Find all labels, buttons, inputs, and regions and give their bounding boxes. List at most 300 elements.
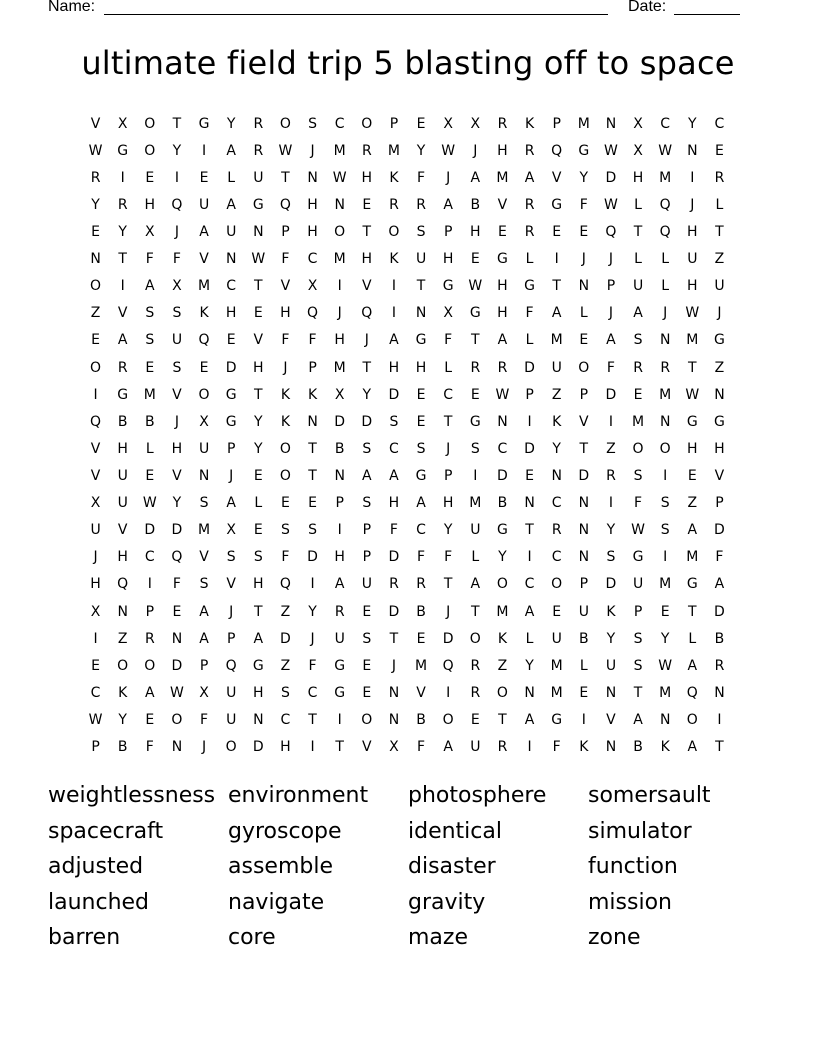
grid-letter: M (686, 332, 699, 349)
grid-letter: Y (118, 223, 127, 240)
word-list-item: launched (48, 889, 150, 915)
grid-letter: T (362, 359, 372, 376)
grid-letter: O (551, 576, 563, 593)
grid-letter: F (715, 549, 724, 566)
grid-letter: N (578, 278, 590, 295)
grid-letter: R (470, 359, 481, 376)
name-label: Name: (48, 0, 96, 15)
grid-letter: M (659, 576, 672, 593)
grid-letter: O (469, 630, 481, 647)
grid-letter: N (687, 142, 698, 159)
grid-letter: H (253, 684, 264, 701)
grid-letter: I (337, 711, 342, 728)
grid-letter: H (280, 739, 291, 756)
grid-letter: E (362, 603, 372, 620)
grid-letter: H (361, 169, 373, 186)
grid-letter: M (198, 278, 211, 295)
grid-letter: V (226, 576, 236, 593)
grid-letter: C (226, 278, 237, 295)
grid-letter: G (252, 196, 264, 213)
grid-letter: X (633, 142, 643, 159)
grid-letter: Q (659, 223, 671, 240)
page-title: ultimate field trip 5 blasting off to space (81, 44, 735, 82)
grid-letter: N (253, 711, 264, 728)
grid-letter: J (201, 739, 207, 756)
grid-letter: G (686, 576, 698, 593)
grid-letter: I (690, 169, 695, 186)
grid-row (82, 218, 733, 245)
grid-letter: G (497, 251, 508, 268)
grid-letter: N (388, 711, 400, 728)
grid-letter: E (362, 657, 372, 674)
grid-letter: O (144, 657, 156, 674)
grid-letter: T (416, 278, 426, 295)
grid-letter: T (254, 603, 263, 620)
word-list-item: simulator (588, 818, 692, 844)
grid-letter: G (225, 413, 237, 430)
grid-letter: I (527, 549, 532, 566)
word-list-item: maze (408, 925, 468, 951)
grid-letter: J (608, 305, 613, 322)
grid-letter: S (145, 305, 155, 322)
grid-letter: S (145, 332, 155, 349)
word-list-item: zone (588, 925, 641, 951)
grid-letter: L (688, 630, 697, 647)
grid-letter: D (524, 359, 535, 376)
grid-letter: U (632, 278, 644, 295)
grid-letter: R (253, 115, 264, 132)
grid-letter: V (362, 278, 372, 295)
grid-letter: E (145, 169, 155, 186)
grid-letter: H (117, 440, 128, 457)
grid-row (82, 164, 733, 191)
grid-letter: A (253, 630, 264, 647)
grid-letter: Y (172, 495, 182, 512)
grid-letter: A (687, 739, 698, 756)
grid-letter: K (307, 386, 318, 403)
grid-letter: F (444, 332, 453, 349)
grid-letter: H (442, 251, 454, 268)
grid-letter: R (633, 359, 643, 376)
grid-letter: H (687, 440, 698, 457)
grid-letter: V (253, 332, 264, 349)
grid-letter: A (606, 332, 616, 349)
name-blank-line (104, 0, 608, 15)
grid-letter: Y (416, 142, 426, 159)
grid-letter: E (633, 386, 643, 403)
grid-letter: S (308, 115, 317, 132)
grid-letter: A (714, 576, 725, 593)
grid-letter: G (524, 278, 535, 295)
grid-letter: L (661, 251, 670, 268)
grid-letter: K (280, 386, 291, 403)
grid-letter: E (498, 223, 507, 240)
grid-letter: A (145, 278, 155, 295)
grid-row (82, 137, 733, 164)
grid-row (82, 327, 733, 354)
grid-letter: T (335, 739, 344, 756)
grid-letter: U (117, 495, 128, 512)
grid-letter: D (225, 359, 237, 376)
grid-letter: D (334, 413, 346, 430)
grid-letter: X (389, 739, 399, 756)
grid-letter: I (554, 251, 559, 268)
grid-letter: M (659, 386, 672, 403)
grid-letter: X (334, 386, 345, 403)
grid-letter: S (362, 440, 372, 457)
grid-letter: D (307, 549, 318, 566)
grid-letter: G (117, 142, 129, 159)
grid-letter: T (443, 576, 453, 593)
grid-letter: A (470, 576, 481, 593)
grid-letter: O (686, 711, 698, 728)
grid-letter: R (361, 142, 372, 159)
grid-letter: N (714, 684, 725, 701)
grid-letter: K (389, 169, 399, 186)
grid-letter: U (551, 359, 562, 376)
grid-letter: H (361, 251, 373, 268)
grid-letter: K (280, 413, 291, 430)
grid-letter: L (525, 251, 534, 268)
grid-letter: H (714, 440, 725, 457)
grid-letter: X (172, 278, 182, 295)
grid-letter: E (91, 223, 100, 240)
grid-letter: F (579, 196, 588, 213)
grid-letter: L (525, 630, 534, 647)
grid-letter: J (473, 142, 478, 159)
grid-letter: S (633, 657, 643, 674)
grid-letter: V (606, 711, 616, 728)
grid-letter: D (361, 413, 373, 430)
grid-letter: B (714, 630, 725, 647)
grid-letter: E (145, 467, 155, 484)
grid-letter: C (334, 115, 345, 132)
grid-letter: O (90, 278, 102, 295)
grid-letter: J (608, 251, 613, 268)
grid-letter: I (581, 711, 586, 728)
grid-letter: X (443, 115, 453, 132)
grid-letter: P (579, 386, 589, 403)
grid-letter: V (497, 196, 508, 213)
grid-letter: T (471, 332, 480, 349)
grid-letter: T (715, 739, 724, 756)
grid-row (82, 652, 733, 679)
grid-letter: O (117, 657, 129, 674)
grid-letter: B (497, 495, 508, 512)
grid-letter: G (551, 711, 563, 728)
grid-letter: T (471, 603, 480, 620)
grid-letter: Y (308, 603, 317, 620)
grid-letter: N (578, 522, 590, 539)
grid-letter: N (524, 684, 535, 701)
grid-letter: Q (225, 657, 237, 674)
grid-letter: E (145, 359, 155, 376)
grid-letter: T (688, 359, 697, 376)
word-list (48, 778, 768, 956)
grid-letter: C (416, 522, 426, 539)
grid-letter: K (552, 413, 562, 430)
grid-letter: L (579, 657, 588, 674)
word-list-item: gyroscope (228, 818, 342, 844)
grid-letter: Z (714, 251, 725, 268)
grid-row (82, 191, 733, 218)
grid-letter: O (90, 359, 102, 376)
grid-letter: I (608, 413, 613, 430)
grid-letter: B (416, 603, 426, 620)
grid-letter: I (473, 467, 478, 484)
grid-letter: Q (605, 223, 617, 240)
grid-letter: L (579, 305, 588, 322)
grid-letter: K (606, 603, 616, 620)
grid-letter: V (199, 251, 209, 268)
grid-letter: P (389, 115, 399, 132)
grid-letter: O (144, 115, 156, 132)
grid-letter: O (361, 115, 373, 132)
grid-letter: F (200, 711, 209, 728)
grid-letter: E (416, 630, 426, 647)
grid-letter: N (605, 684, 617, 701)
grid-letter: E (253, 305, 263, 322)
grid-letter: T (172, 115, 182, 132)
grid-letter: R (660, 359, 671, 376)
grid-letter: H (171, 440, 183, 457)
grid-letter: J (283, 359, 288, 376)
grid-letter: J (364, 332, 369, 349)
grid-letter: O (225, 739, 237, 756)
grid-letter: C (90, 684, 101, 701)
grid-letter: D (524, 440, 535, 457)
grid-letter: W (495, 386, 510, 403)
grid-letter: T (308, 711, 317, 728)
grid-letter: A (687, 657, 698, 674)
grid-letter: R (714, 169, 725, 186)
grid-letter: N (171, 739, 183, 756)
grid-letter: F (606, 359, 615, 376)
grid-letter: Y (688, 115, 697, 132)
grid-letter: F (444, 549, 453, 566)
grid-letter: L (227, 169, 236, 186)
grid-letter: M (632, 413, 645, 430)
grid-letter: N (659, 332, 671, 349)
grid-letter: H (415, 359, 427, 376)
grid-letter: R (117, 196, 128, 213)
grid-letter: Y (552, 440, 561, 457)
grid-letter: Z (497, 657, 508, 674)
grid-letter: N (253, 223, 264, 240)
grid-letter: V (362, 739, 372, 756)
grid-letter: U (90, 522, 101, 539)
grid-letter: G (117, 386, 129, 403)
grid-letter: W (685, 386, 700, 403)
grid-letter: M (550, 657, 563, 674)
grid-letter: U (605, 657, 617, 674)
grid-letter: X (199, 684, 209, 701)
grid-letter: J (174, 223, 179, 240)
grid-letter: S (470, 440, 480, 457)
grid-letter: O (279, 115, 291, 132)
grid-row (82, 435, 733, 462)
grid-letter: M (659, 169, 672, 186)
grid-letter: S (280, 522, 290, 539)
grid-letter: W (251, 251, 266, 268)
grid-letter: U (226, 223, 237, 240)
grid-letter: G (551, 196, 563, 213)
grid-letter: Q (307, 305, 319, 322)
grid-letter: E (199, 359, 209, 376)
header-line (48, 0, 748, 20)
grid-letter: O (144, 142, 156, 159)
grid-letter: P (226, 630, 236, 647)
grid-letter: M (550, 684, 563, 701)
grid-letter: F (145, 739, 154, 756)
grid-letter: Y (226, 115, 236, 132)
grid-letter: W (658, 657, 673, 674)
grid-letter: R (524, 142, 535, 159)
grid-letter: S (633, 332, 643, 349)
grid-letter: Y (606, 522, 616, 539)
grid-letter: R (497, 739, 508, 756)
grid-letter: A (389, 467, 399, 484)
grid-letter: F (417, 549, 426, 566)
grid-letter: J (337, 305, 342, 322)
word-list-item: environment (228, 783, 369, 808)
grid-letter: U (226, 684, 237, 701)
grid-letter: U (470, 739, 481, 756)
grid-letter: A (687, 522, 698, 539)
grid-letter: A (226, 196, 236, 213)
grid-letter: B (117, 413, 128, 430)
grid-letter: W (88, 142, 103, 159)
grid-letter: U (714, 278, 725, 295)
grid-letter: C (551, 549, 562, 566)
grid-letter: Y (498, 549, 507, 566)
grid-letter: S (660, 495, 670, 512)
grid-letter: R (416, 576, 426, 593)
grid-letter: E (552, 603, 562, 620)
grid-letter: N (497, 413, 508, 430)
grid-letter: J (581, 251, 586, 268)
grid-letter: Q (171, 549, 183, 566)
grid-letter: W (88, 711, 103, 728)
grid-letter: I (147, 576, 152, 593)
grid-letter: R (144, 630, 155, 647)
grid-letter: R (497, 115, 508, 132)
grid-letter: Z (280, 603, 291, 620)
grid-row (82, 462, 733, 489)
grid-letter: N (117, 603, 128, 620)
word-list-item: gravity (408, 889, 486, 915)
grid-letter: N (388, 684, 400, 701)
grid-letter: R (524, 223, 535, 240)
grid-letter: T (443, 413, 453, 430)
word-list-item: core (228, 925, 276, 951)
grid-letter: S (660, 522, 670, 539)
grid-letter: E (416, 413, 426, 430)
grid-letter: T (362, 223, 372, 240)
grid-letter: A (633, 711, 643, 728)
grid-letter: O (496, 684, 508, 701)
word-list-item: disaster (408, 854, 496, 880)
grid-letter: A (497, 332, 508, 349)
grid-letter: P (308, 359, 317, 376)
grid-letter: L (254, 495, 263, 512)
grid-letter: E (199, 169, 209, 186)
grid-letter: X (470, 115, 481, 132)
grid-letter: Q (686, 684, 698, 701)
grid-letter: Y (443, 522, 453, 539)
grid-letter: F (281, 251, 290, 268)
grid-letter: T (633, 684, 643, 701)
grid-letter: I (663, 467, 668, 484)
grid-letter: P (443, 467, 453, 484)
grid-letter: L (471, 549, 480, 566)
grid-letter: J (310, 630, 315, 647)
grid-letter: V (117, 305, 128, 322)
grid-letter: Y (254, 440, 263, 457)
grid-letter: X (633, 115, 643, 132)
grid-letter: M (415, 657, 428, 674)
grid-letter: T (633, 223, 643, 240)
grid-letter: X (90, 603, 101, 620)
grid-letter: C (660, 115, 671, 132)
grid-letter: X (90, 495, 101, 512)
grid-letter: V (90, 440, 101, 457)
grid-letter: V (551, 169, 562, 186)
grid-letter: X (145, 223, 155, 240)
grid-letter: I (337, 278, 342, 295)
grid-letter: C (307, 251, 318, 268)
grid-letter: P (579, 576, 589, 593)
grid-letter: D (171, 522, 183, 539)
grid-letter: O (279, 440, 291, 457)
grid-letter: P (91, 739, 100, 756)
grid-letter: P (199, 657, 209, 674)
grid-letter: X (199, 413, 209, 430)
grid-letter: F (281, 332, 290, 349)
grid-letter: F (308, 657, 317, 674)
grid-letter: G (415, 332, 427, 349)
grid-letter: O (632, 440, 644, 457)
grid-letter: H (117, 549, 128, 566)
grid-letter: W (604, 196, 618, 213)
grid-letter: R (416, 196, 426, 213)
grid-letter: E (226, 332, 236, 349)
grid-letter: B (145, 413, 155, 430)
grid-letter: W (170, 684, 184, 701)
grid-letter: E (416, 115, 426, 132)
grid-row (82, 300, 733, 327)
grid-letter: E (579, 332, 589, 349)
grid-letter: H (225, 305, 237, 322)
grid-letter: Y (660, 630, 670, 647)
grid-letter: N (307, 169, 318, 186)
grid-letter: O (442, 711, 454, 728)
grid-letter: L (634, 251, 642, 268)
grid-letter: I (120, 169, 125, 186)
grid-letter: T (254, 386, 263, 403)
grid-letter: L (525, 332, 534, 349)
word-list-item: function (588, 854, 678, 880)
grid-letter: O (496, 576, 508, 593)
grid-letter: P (281, 223, 290, 240)
grid-letter: W (604, 142, 618, 159)
grid-letter: R (389, 576, 399, 593)
grid-letter: K (579, 739, 589, 756)
grid-letter: Q (361, 305, 373, 322)
word-list-item: weightlessness (48, 783, 216, 808)
grid-letter: I (120, 278, 125, 295)
grid-letter: P (335, 495, 344, 512)
